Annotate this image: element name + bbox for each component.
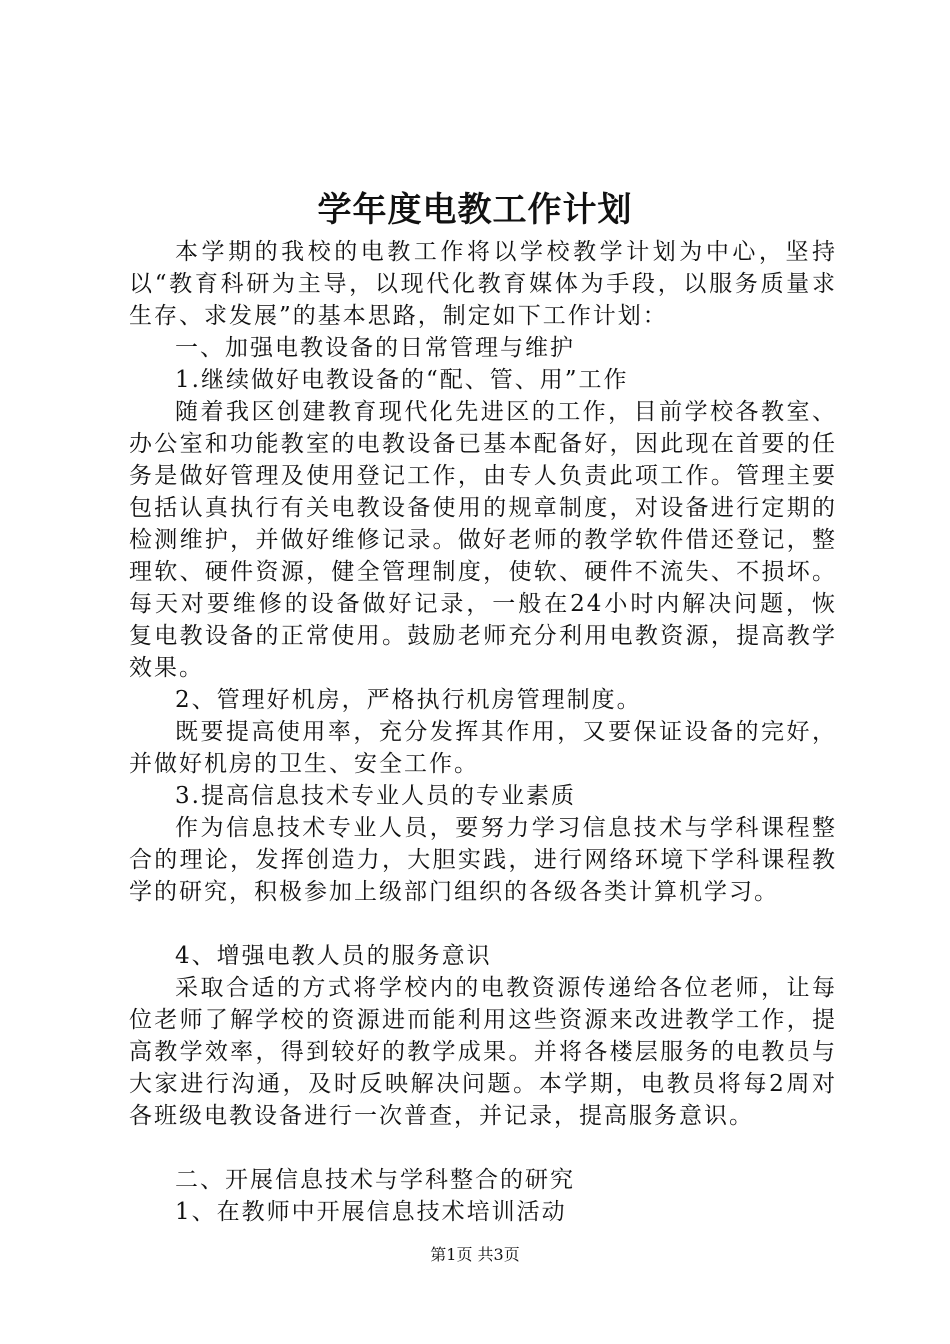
paragraph-1-2: 既要提高使用率，充分发挥其作用，又要保证设备的完好，并做好机房的卫生、安全工作。 [129, 719, 837, 777]
intro-paragraph: 本学期的我校的电教工作将以学校教学计划为中心，坚持以“教育科研为主导，以现代化教育媒体为手段，以服务质量求生存、求发展”的基本思路，制定如下工作计划： [129, 239, 837, 329]
subheading-1-2: 2、管理好机房，严格执行机房管理制度。 [175, 687, 642, 713]
subheading-1-3: 3.提高信息技术专业人员的专业素质 [175, 783, 576, 809]
subheading-1-1: 1.继续做好电教设备的“配、管、用”工作 [175, 367, 629, 393]
document-title: 学年度电教工作计划 [317, 190, 633, 230]
page-number-footer: 第1页 共3页 [430, 1245, 520, 1264]
section-heading-2: 二、开展信息技术与学科整合的研究 [175, 1167, 575, 1193]
paragraph-1-3: 作为信息技术专业人员，要努力学习信息技术与学科课程整合的理论，发挥创造力，大胆实践，进行网络环境下学科课程教学的研究，积极参加上级部门组织的各级各类计算机学习。 [129, 815, 837, 905]
paragraph-1-4: 采取合适的方式将学校内的电教资源传递给各位老师，让每位老师了解学校的资源进而能利用这些资源来改进教学工作，提高教学效率，得到较好的教学成果。并将各楼层服务的电教员与大家进行沟通，及时反映解决问题。本学期，电教员将每2周对各班级电教设备进行一次普查，并记录，提高服务意识。 [129, 975, 837, 1129]
subheading-1-4: 4、增强电教人员的服务意识 [175, 943, 492, 969]
subheading-2-1: 1、在教师中开展信息技术培训活动 [175, 1199, 567, 1225]
section-heading-1: 一、加强电教设备的日常管理与维护 [175, 335, 575, 361]
document-body [129, 236, 837, 1228]
paragraph-1-1: 随着我区创建教育现代化先进区的工作，目前学校各教室、办公室和功能教室的电教设备已基本配备好，因此现在首要的任务是做好管理及使用登记工作，由专人负责此项工作。管理主要包括认真执行有关电教设备使用的规章制度，对设备进行定期的检测维护，并做好维修记录。做好老师的教学软件借还登记，整理软、硬件资源，健全管理制度，使软、硬件不流失、不损坏。每天对要维修的设备做好记录，一般在24小时内解决问题，恢复电教设备的正常使用。鼓励老师充分利用电教资源，提高教学效果。 [129, 399, 837, 681]
